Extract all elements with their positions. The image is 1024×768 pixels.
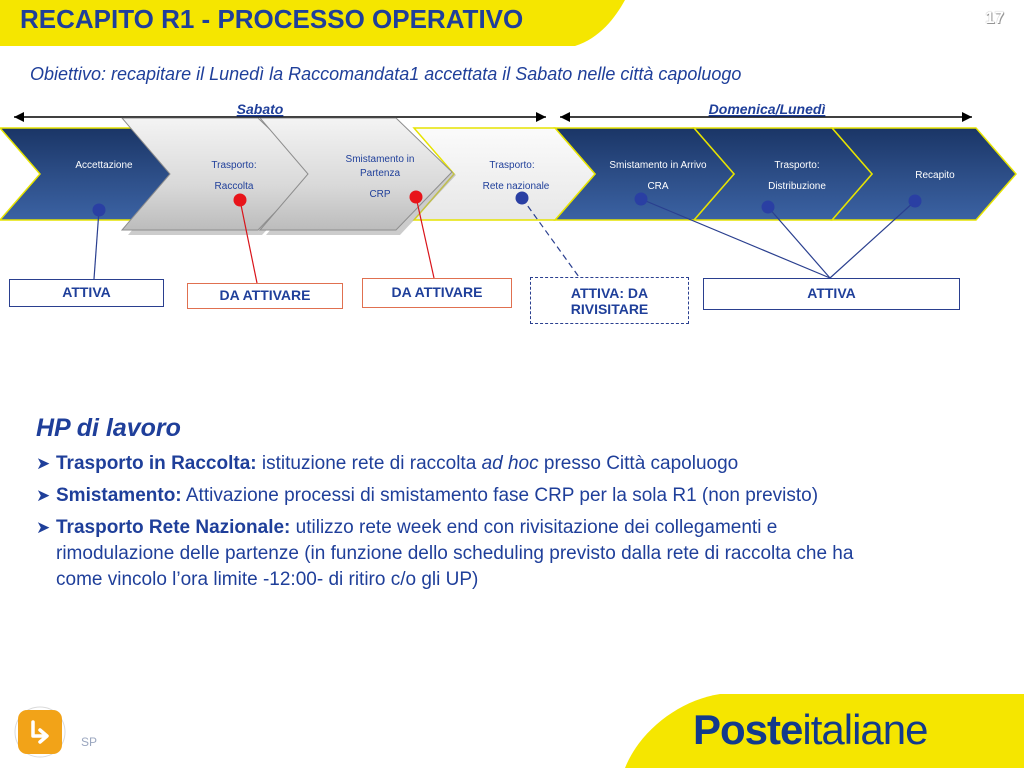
dot-rete-nazionale: [516, 192, 529, 205]
hp-item-bold: Smistamento:: [56, 485, 182, 506]
step-label-raccolta-line1: Trasporto:: [211, 160, 257, 171]
page-number: 17: [985, 8, 1004, 27]
step-label-rete-line1: Trasporto:: [489, 160, 535, 171]
status-label: ATTIVA: [807, 285, 856, 301]
hp-item-bold: Trasporto in Raccolta:: [56, 453, 257, 474]
hp-item-raccolta: [36, 451, 896, 477]
dot-raccolta: [234, 194, 247, 207]
arrow-bullet-icon: ➤: [36, 454, 51, 473]
step-label-crp-line1: Smistamento in: [345, 154, 415, 165]
step-label-rete-line2: Rete nazionale: [482, 181, 550, 192]
step-label-crp-line2: Partenza: [359, 168, 401, 179]
hp-item-italic: ad hoc: [481, 453, 539, 474]
hp-section: [36, 414, 896, 599]
step-label-cra-line1: Smistamento in Arrivo: [609, 160, 707, 171]
status-box-da-attivare-raccolta: [187, 283, 343, 309]
arrow-bullet-icon: ➤: [36, 486, 51, 505]
dot-recapito: [909, 195, 922, 208]
timeline-label-domenica-lunedi: Domenica/Lunedì: [708, 101, 826, 117]
hp-item-bold: Trasporto Rete Nazionale:: [56, 517, 291, 538]
download-arrow-icon[interactable]: [14, 706, 66, 758]
hp-item-text: Attivazione processi di smistamento fase CRP per la sola R1 (non previsto): [181, 485, 819, 506]
poste-italiane-logo: [693, 706, 927, 754]
arrow-bullet-icon: ➤: [36, 518, 51, 537]
logo-bold-text: Poste: [693, 706, 803, 753]
status-label: DA ATTIVARE: [391, 284, 483, 300]
timeline-label-sabato: Sabato: [236, 101, 284, 117]
hp-item-text: istituzione rete di raccolta: [256, 453, 482, 474]
hp-item-text: presso Città capoluogo: [538, 453, 739, 474]
status-label: ATTIVA: DA RIVISITARE: [570, 285, 649, 317]
objective-subtitle: Obiettivo: recapitare il Lunedì la Raccomandata1 accettata il Sabato nelle città capoluogo: [30, 64, 742, 84]
dot-cra: [635, 193, 648, 206]
hp-title: HP di lavoro: [36, 414, 181, 442]
step-label-crp-line3: CRP: [369, 189, 391, 200]
status-box-attiva-distribuzione: [703, 278, 960, 310]
hp-item-text: utilizzo rete week end con rivisitazione dei collegamenti e rimodulazione delle partenze (in funzione dello scheduling previsto dalla rete di raccolta che ha come vincolo l’ora limite -12:00- di ritiro c/o gli UP): [56, 517, 854, 590]
status-box-da-attivare-crp: [362, 278, 512, 308]
dot-crp: [410, 191, 423, 204]
status-box-attiva-da-rivisitare: [530, 277, 689, 324]
page-title: RECAPITO R1 - PROCESSO OPERATIVO: [20, 4, 524, 34]
dot-accettazione: [93, 204, 106, 217]
step-label-accettazione: Accettazione: [75, 160, 133, 171]
status-box-attiva-accettazione: [9, 279, 164, 307]
step-label-raccolta-line2: Raccolta: [214, 181, 254, 192]
status-label: ATTIVA: [62, 284, 111, 300]
hp-item-rete-nazionale: [36, 515, 896, 593]
step-label-distribuzione-line2: Distribuzione: [768, 181, 826, 192]
step-label-cra-line2: CRA: [647, 181, 669, 192]
dot-distribuzione: [762, 201, 775, 214]
status-label: DA ATTIVARE: [219, 287, 311, 303]
logo-light-text: italiane: [802, 706, 928, 753]
footer-sp-label: SP: [81, 735, 98, 749]
hp-item-smistamento: [36, 483, 896, 509]
step-label-distribuzione-line1: Trasporto:: [774, 160, 820, 171]
step-label-recapito: Recapito: [915, 170, 955, 181]
